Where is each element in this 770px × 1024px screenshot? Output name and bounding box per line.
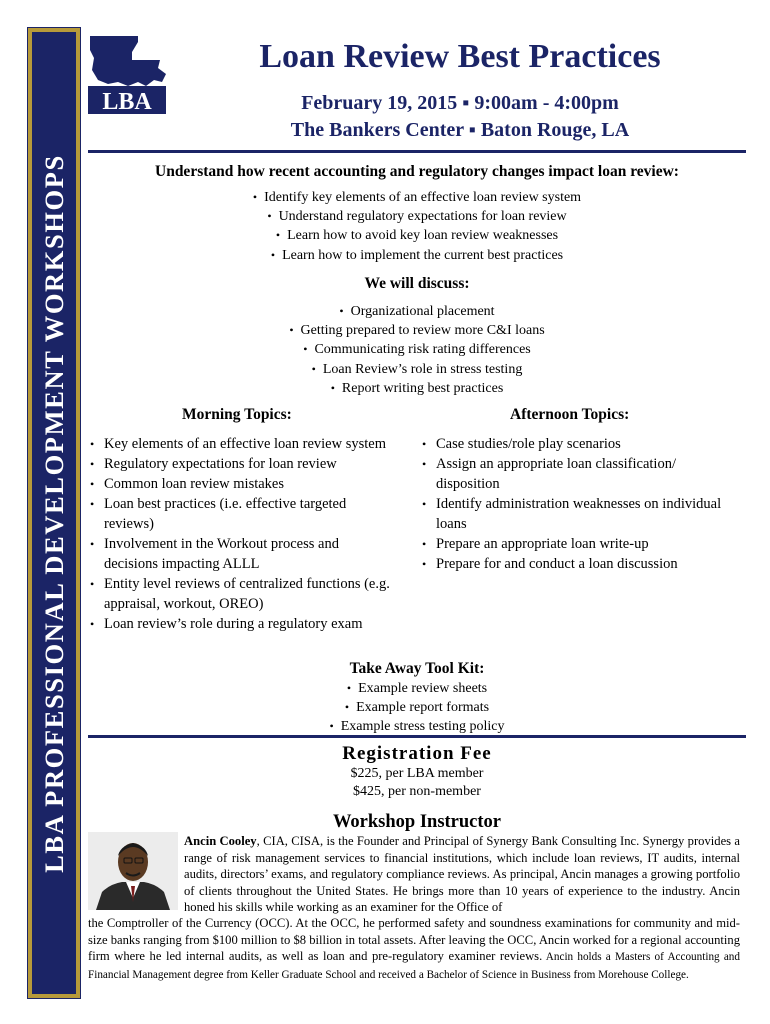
discuss-heading: We will discuss: [364, 275, 470, 292]
event-location: The Bankers Center ▪ Baton Rouge, LA [290, 119, 630, 141]
side-banner-text: LBA PROFESSIONAL DEVELOPMENT WORKSHOPS [38, 153, 69, 873]
list-item: • Learn how to avoid key loan review weaknesses [88, 226, 746, 245]
list-item: • Loan best practices (i.e. effective targeted reviews) [90, 494, 420, 534]
list-item: • Loan review’s role during a regulatory exam [90, 614, 420, 634]
list-item: • Key elements of an effective loan review system [90, 434, 420, 454]
bio-text: the Comptroller of the Currency (OCC). At the OCC, he performed safety and soundness examinations for community and mid-size banks ranging from $100 million to $8 billion in total assets. After leaving the OCC, Ancin worked for a regional accounting firm where he led internal audits, as well as loan and pre-regulatory examiner reviews. [88, 916, 740, 964]
list-item: • Report writing best practices [88, 379, 746, 398]
lba-logo [86, 30, 168, 116]
morning-topics-list [90, 434, 420, 634]
toolkit-heading: Take Away Tool Kit: [349, 660, 485, 677]
list-item: • Loan Review’s role in stress testing [88, 360, 746, 379]
list-item: • Regulatory expectations for loan review [90, 454, 420, 474]
instructor-name: Ancin Cooley [184, 834, 257, 848]
list-item: • Communicating risk rating differences [88, 340, 746, 359]
list-item: • Case studies/role play scenarios [422, 434, 748, 454]
list-item: • Organizational placement [88, 302, 746, 321]
page-title: Loan Review Best Practices [259, 38, 661, 75]
instructor-bio-top [184, 833, 740, 916]
side-banner [28, 28, 80, 998]
list-item: • Common loan review mistakes [90, 474, 420, 494]
list-item: • Getting prepared to review more C&I loans [88, 321, 746, 340]
list-item: • Prepare for and conduct a loan discussion [422, 554, 748, 574]
morning-topics-heading: Morning Topics: [182, 406, 292, 423]
list-item: • Example review sheets [88, 679, 746, 698]
bio-education-text: Ancin holds a Masters of Accounting and Financial Management degree from Keller Graduate School and received a Bachelor of Science in Business from Morehouse College. [88, 951, 740, 981]
member-fee: $225, per LBA member [350, 766, 484, 781]
list-item: • Involvement in the Workout process and decisions impacting ALLL [90, 534, 420, 574]
toolkit-list [88, 679, 746, 736]
list-item: • Prepare an appropriate loan write-up [422, 534, 748, 554]
list-item: • Understand regulatory expectations for loan review [88, 207, 746, 226]
instructor-heading: Workshop Instructor [332, 812, 502, 832]
list-item: • Learn how to implement the current best practices [88, 246, 746, 265]
afternoon-topics-list [422, 434, 748, 574]
intro-heading: Understand how recent accounting and regulatory changes impact loan review: [155, 163, 679, 180]
list-item: • Example report formats [88, 698, 746, 717]
instructor-photo [88, 832, 178, 910]
instructor-bio-bottom [88, 915, 740, 983]
non-member-fee: $425, per non-member [353, 784, 481, 799]
toolkit-divider [88, 735, 746, 738]
discuss-list [88, 302, 746, 398]
intro-list [88, 188, 746, 265]
logo-text: LBA [102, 89, 152, 115]
registration-heading: Registration Fee [342, 743, 492, 764]
list-item: • Example stress testing policy [88, 717, 746, 736]
louisiana-state-logo-icon [86, 30, 168, 116]
bio-text: , CIA, CISA, is the Founder and Principal of Synergy Bank Consulting Inc. Synergy provides a range of risk management services to financial institutions, which include loan reviews, IT audits, internal audits, directors’ exams, and regulatory compliance reviews. As principal, Ancin manages a growing portfolio of clients throughout the United States. He brings more than 10 years of experience to the industry. Ancin honed his skills while working as an examiner for the Office of [184, 834, 740, 915]
list-item: • Identify administration weaknesses on individual loans [422, 494, 748, 534]
person-portrait-icon [88, 832, 178, 910]
list-item: • Identify key elements of an effective loan review system [88, 188, 746, 207]
list-item: • Entity level reviews of centralized functions (e.g. appraisal, workout, OREO) [90, 574, 420, 614]
afternoon-topics-heading: Afternoon Topics: [510, 406, 630, 423]
header-divider [88, 150, 746, 153]
list-item: • Assign an appropriate loan classification/ disposition [422, 454, 748, 494]
event-date-time: February 19, 2015 ▪ 9:00am - 4:00pm [301, 92, 619, 114]
